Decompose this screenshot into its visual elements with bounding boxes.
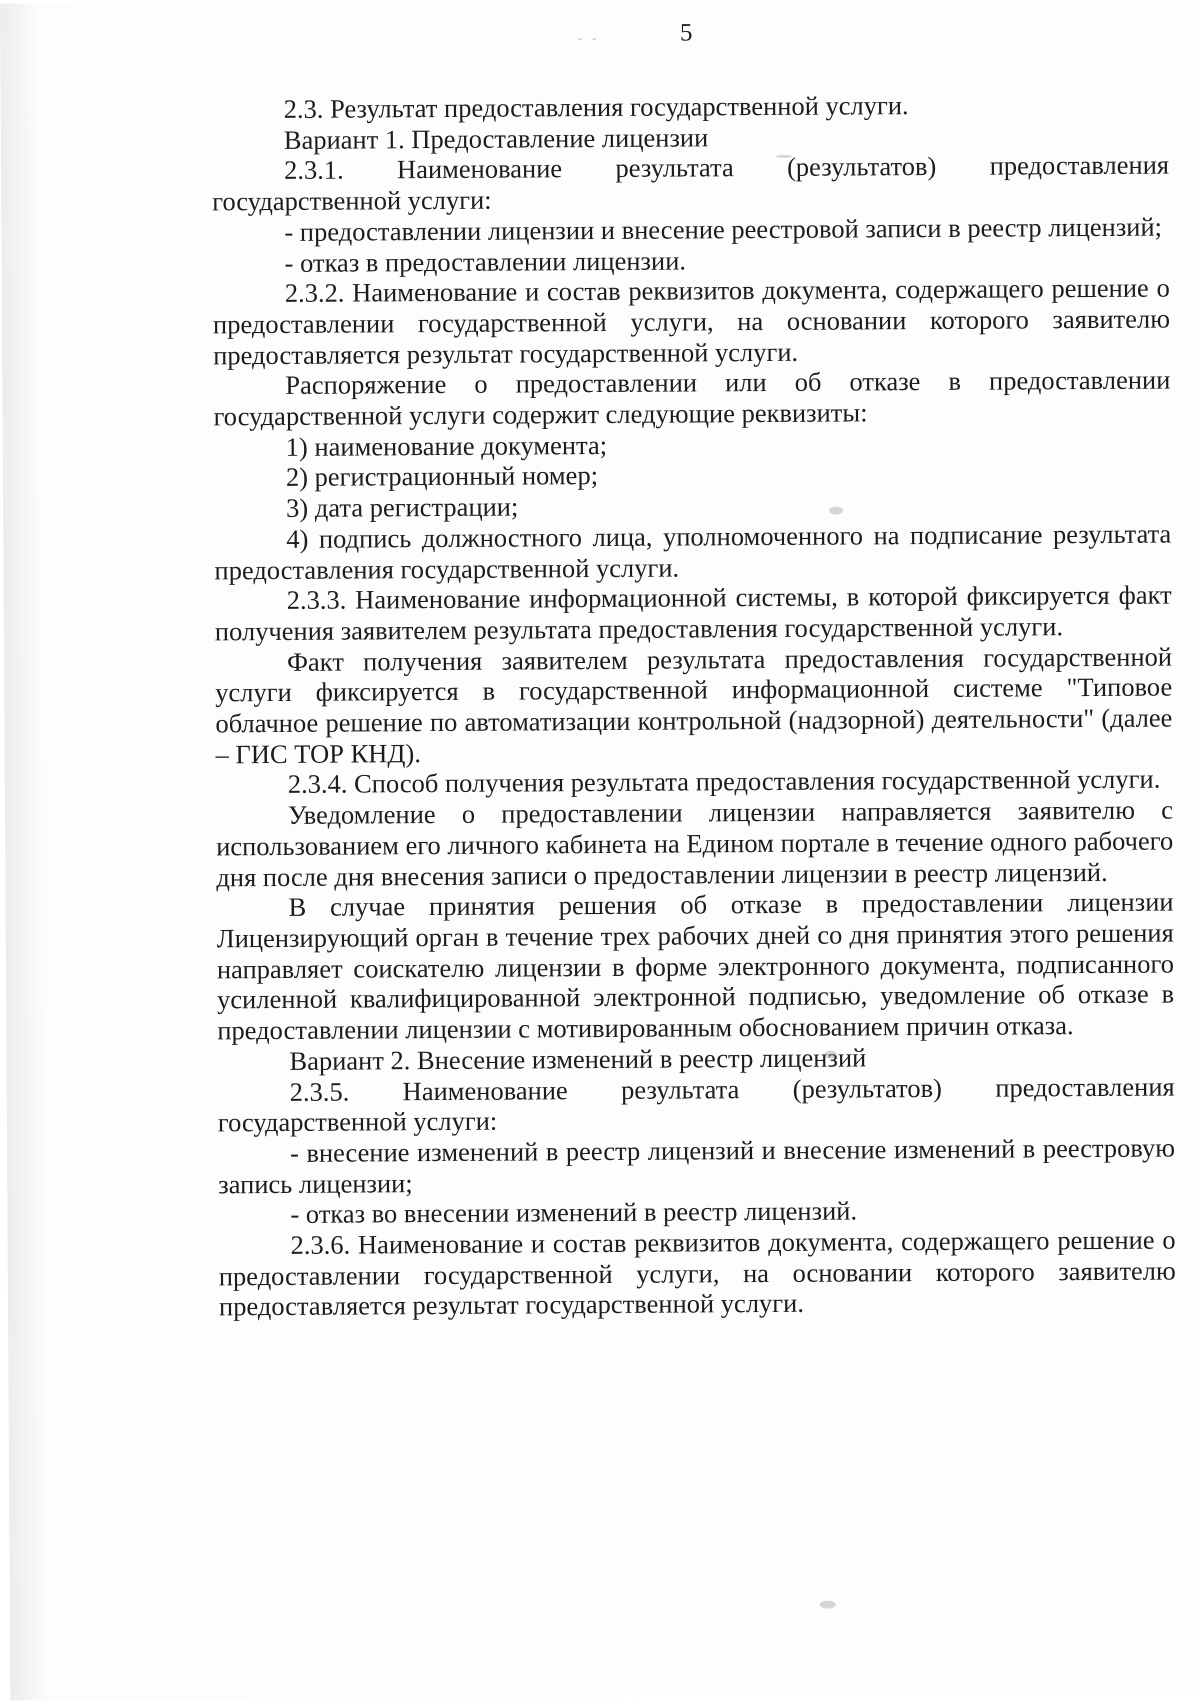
variant-2-heading: Вариант 2. Внесение изменений в реестр лицензий xyxy=(289,1042,867,1076)
requisite-item-4: 4) подпись должностного лица, уполномоченного на подписание результата предоставления государственной услуги. xyxy=(214,518,1172,585)
requisites-intro: Распоряжение о предоставлении или об отказе в предоставлении государственной услуги содержит следующие реквизиты: xyxy=(213,364,1171,432)
clause-2-3-5: 2.3.5. Наименование результата (результатов) предоставления государственной услуги: xyxy=(217,1071,1175,1138)
clause-2-3-1: 2.3.1. Наименование результата (результатов) предоставления государственной услуги: xyxy=(212,149,1170,217)
document-body xyxy=(212,89,1176,1323)
variant-1-heading: Вариант 1. Предоставление лицензии xyxy=(283,122,709,155)
clause-2-3-4: 2.3.4. Способ получения результата предоставления государственной услуги. xyxy=(287,764,1161,800)
clause-2-3-1-item-2: - отказ в предоставлении лицензии. xyxy=(284,244,687,278)
clause-2-3-6: 2.3.6. Наименование и состав реквизитов документа, содержащего решение о предоставлении государственной услуги, на основании которого заявителю предоставляется результат государственной услуги. xyxy=(218,1224,1176,1322)
clause-2-3-3: 2.3.3. Наименование информационной системы, в которой фиксируется факт получения заявителем результата предоставления государственной услуги. xyxy=(214,579,1172,647)
scan-speck xyxy=(592,38,596,40)
requisite-item-2: 2) регистрационный номер; xyxy=(285,460,599,493)
clause-2-3-4-notification: Уведомление о предоставлении лицензии направляется заявителю с использованием его личного кабинета на Едином портале в течение одного рабочего дня после дня внесения записи о предоставлении лицензии в реестр лицензий. xyxy=(216,794,1174,892)
clause-2-3-5-item-1: - внесение изменений в реестр лицензий и внесение изменений в реестровую запись лицензии; xyxy=(218,1132,1176,1199)
requisite-item-1: 1) наименование документа; xyxy=(285,429,608,462)
section-heading-2-3: 2.3. Результат предоставления государственной услуги. xyxy=(283,90,909,124)
scan-edge-shadow xyxy=(0,3,50,1700)
scan-speck xyxy=(612,720,616,724)
scan-speck xyxy=(824,1051,836,1059)
clause-2-3-1-item-1: - предоставлении лицензии и внесение реестровой записи в реестр лицензий; xyxy=(284,211,1163,247)
clause-2-3-2: 2.3.2. Наименование и состав реквизитов документа, содержащего решение о предоставлении государственной услуги, на основании которого заявителю предоставляется результат государственной услуги. xyxy=(212,272,1171,370)
page-number: 5 xyxy=(679,19,693,47)
scan-speck xyxy=(820,1601,836,1609)
requisite-item-3: 3) дата регистрации; xyxy=(286,491,519,524)
clause-2-3-3-body: Факт получения заявителем результата предоставления государственной услуги фиксируется в государственной информационной системе "Типовое облачное решение по автоматизации контрольной (надзорной) деятельности" (далее – ГИС ТОР КНД). xyxy=(215,641,1173,770)
scan-speck xyxy=(578,38,582,40)
scan-speck xyxy=(829,507,843,515)
clause-2-3-5-item-2: - отказ во внесении изменений в реестр лицензий. xyxy=(290,1195,858,1230)
clause-2-3-4-refusal: В случае принятия решения об отказе в предоставлении лицензии Лицензирующий орган в течение трех рабочих дней со дня принятия этого решения направляет соискателю лицензии в форме электронного документа, подписанного усиленной квалифицированной электронной подписью, уведомление об отказе в предоставлении лицензии с мотивированным обоснованием причин отказа. xyxy=(216,886,1175,1046)
